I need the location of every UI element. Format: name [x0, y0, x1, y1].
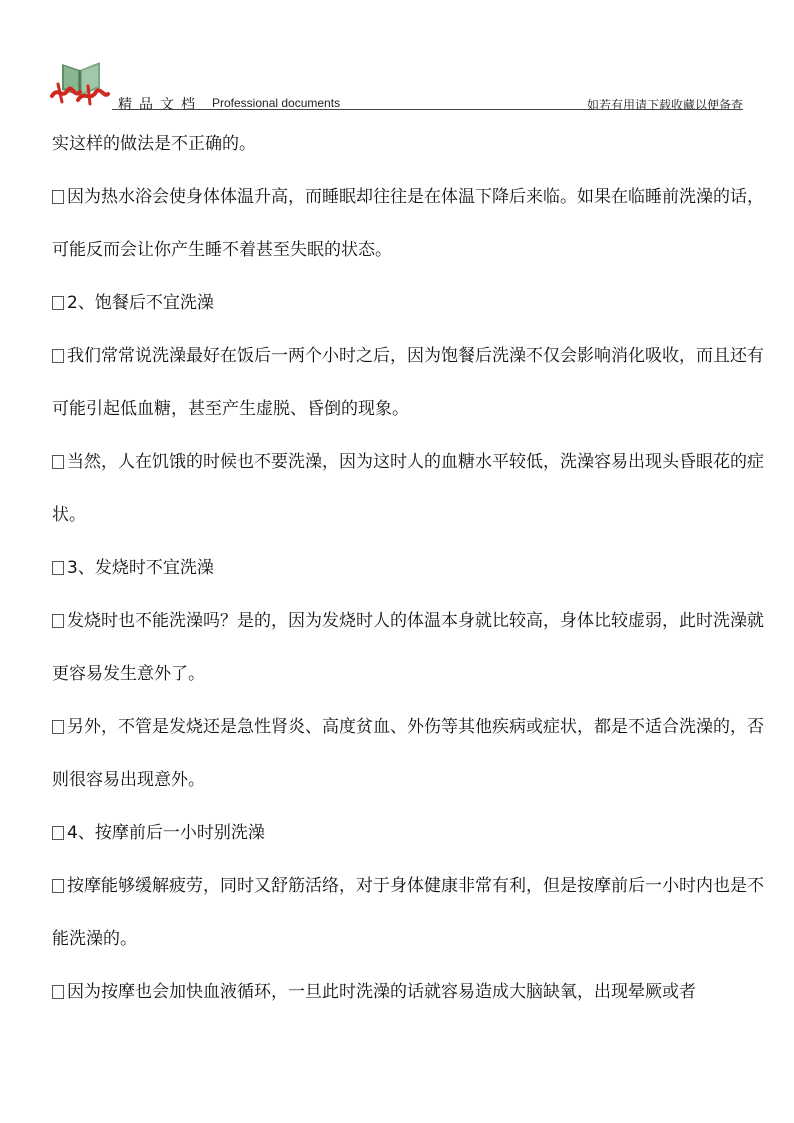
bullet-box-icon — [52, 561, 64, 575]
bullet-box-icon — [52, 455, 64, 469]
book-logo-icon — [48, 56, 112, 106]
section-heading: 4、按摩前后一小时别洗澡 — [52, 807, 764, 860]
paragraph: 发烧时也不能洗澡吗？是的，因为发烧时人的体温本身就比较高，身体比较虚弱，此时洗澡就更容易发生意外了。 — [52, 611, 764, 684]
bullet-box-icon — [52, 296, 64, 310]
paragraph: 我们常常说洗澡最好在饭后一两个小时之后，因为饱餐后洗澡不仅会影响消化吸收，而且还有可能引起低血糖，甚至产生虚脱、昏倒的现象。 — [52, 346, 764, 419]
paragraph: 按摩能够缓解疲劳，同时又舒筋活络，对于身体健康非常有利，但是按摩前后一小时内也是不能洗澡的。 — [52, 876, 764, 949]
paragraph: 因为热水浴会使身体体温升高，而睡眠却往往是在体温下降后来临。如果在临睡前洗澡的话，可能反而会让你产生睡不着甚至失眠的状态。 — [52, 187, 764, 260]
bullet-box-icon — [52, 826, 64, 840]
paragraph: 另外，不管是发烧还是急性肾炎、高度贫血、外伤等其他疾病或症状，都是不适合洗澡的，否则很容易出现意外。 — [52, 717, 764, 790]
section-heading: 2、饱餐后不宜洗澡 — [52, 277, 764, 330]
bullet-box-icon — [52, 985, 64, 999]
bullet-box-icon — [52, 720, 64, 734]
brand-title: 精品文档 — [118, 97, 202, 113]
header-rule — [112, 109, 743, 110]
bullet-box-icon — [52, 879, 64, 893]
bullet-box-icon — [52, 190, 64, 204]
paragraph: 因为按摩也会加快血液循环，一旦此时洗澡的话就容易造成大脑缺氧，出现晕厥或者 — [52, 966, 764, 1019]
paragraph: 实这样的做法是不正确的。 — [52, 134, 256, 154]
bullet-box-icon — [52, 614, 64, 628]
header-tagline: 如若有用请下载收藏以便备查 — [586, 98, 743, 112]
page-header — [0, 0, 794, 112]
bullet-box-icon — [52, 349, 64, 363]
document-body — [52, 118, 764, 1019]
brand-subtitle: Professional documents — [212, 96, 341, 110]
section-heading: 3、发烧时不宜洗澡 — [52, 542, 764, 595]
paragraph: 当然，人在饥饿的时候也不要洗澡，因为这时人的血糖水平较低，洗澡容易出现头昏眼花的症状。 — [52, 452, 764, 525]
